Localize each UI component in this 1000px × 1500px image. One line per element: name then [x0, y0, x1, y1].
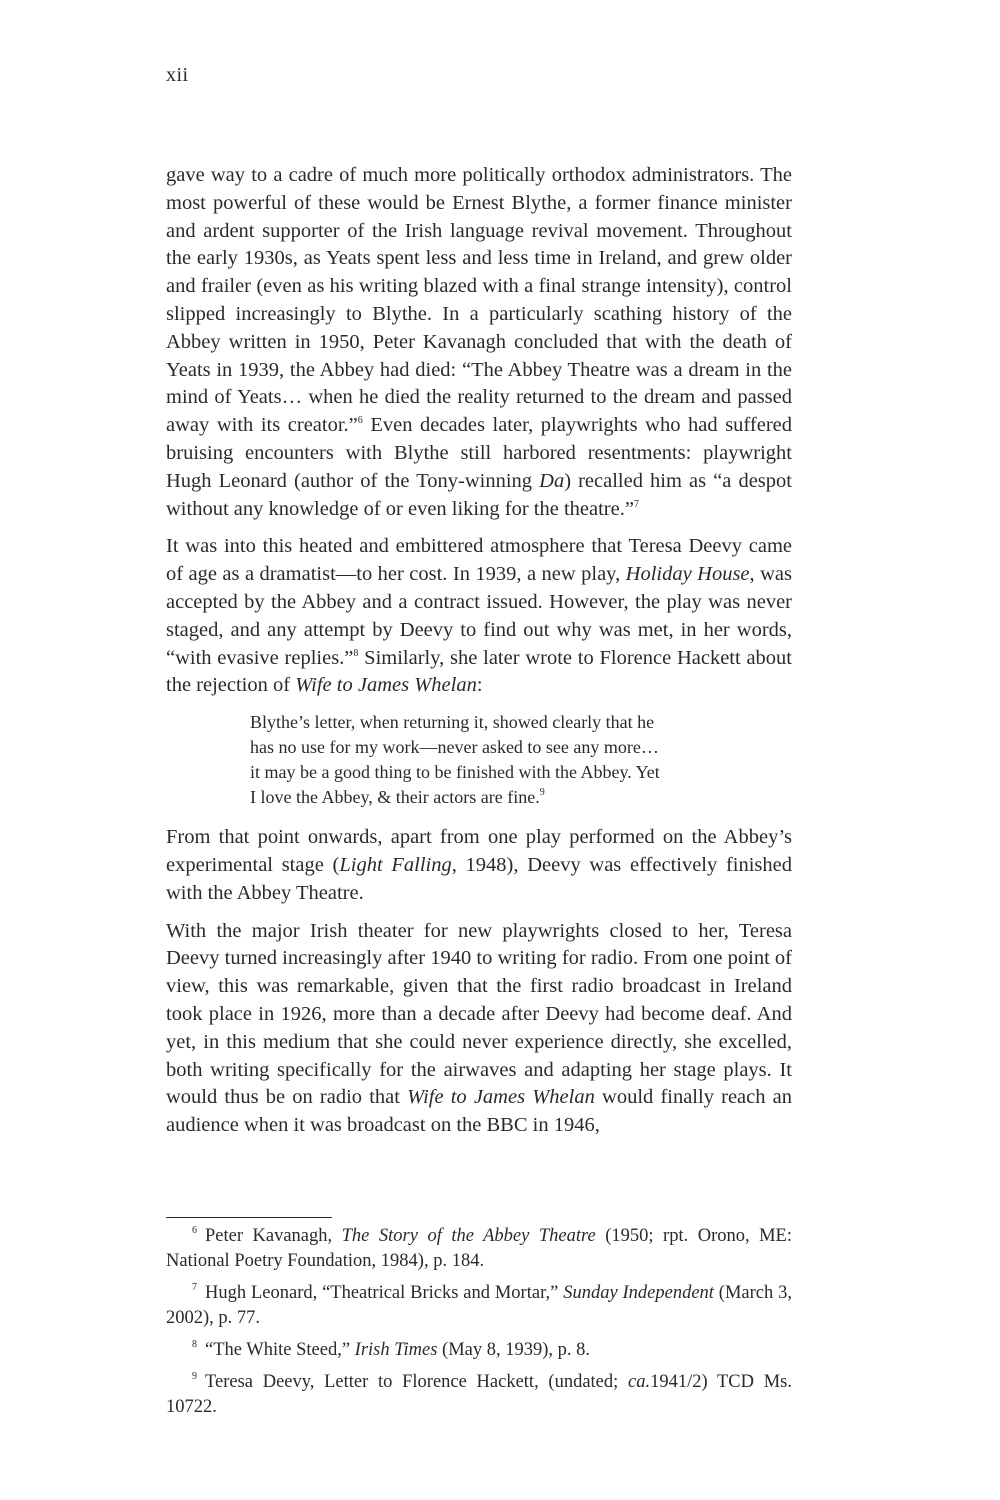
footnote	[166, 1370, 792, 1420]
text-run: Even decades later, playwrights who had suffered bruising encounters with Blythe still harbored resentments: playwright Hugh Leonard (author of the Tony-winning	[166, 414, 792, 492]
italic-title: Sunday Independent	[563, 1283, 714, 1303]
main-text	[166, 162, 792, 1140]
footnote	[166, 1224, 792, 1274]
italic-title: Holiday House	[625, 563, 750, 586]
text-run: Hugh Leonard, “Theatrical Bricks and Mortar,”	[205, 1283, 564, 1303]
footnote-ref: 9	[539, 787, 545, 799]
footnote-ref: 7	[192, 1282, 197, 1293]
text-run: Peter Kavanagh,	[205, 1226, 342, 1246]
text-run: It was into this heated and embittered atmosphere that Teresa Deevy came of age as a dramatist—to her cost. In 1939, a new play,	[166, 535, 792, 586]
quote-line: it may be a good thing to be finished with the Abbey. Yet	[250, 762, 660, 783]
text-run: :	[476, 674, 483, 697]
text-run: ) recalled him as “a despot without any knowledge of or even liking for the theatre.”	[166, 469, 792, 520]
italic-title: Wife to James Whelan	[295, 674, 477, 697]
text-run: (March 3, 2002), p. 77.	[166, 1283, 792, 1328]
quote-line-text: I love the Abbey, & their actors are fine.	[250, 787, 540, 808]
footnote-ref: 7	[633, 498, 639, 510]
footnote-divider	[166, 1217, 332, 1218]
text-run: “The White Steed,”	[205, 1340, 355, 1360]
footnotes	[166, 1224, 792, 1427]
text-run: gave way to a cadre of much more politically orthodox administrators. The most powerful of these would be Ernest Blythe, a former finance minister and ardent supporter of the Irish language revival movement. Throughout the early 1930s, as Yeats spent less and less time in Ireland, and grew older and frailer (even as his writing blazed with a final strange intensity), control slipped increasingly to Blythe. In a particularly scathing history of the Abbey written in 1950, Peter Kavanagh concluded that with the death of Yeats in 1939, the Abbey had died: “The Abbey Theatre was a dream in the mind of Yeats… when he died the reality returned to the dream and passed away with its creator.”	[166, 164, 792, 437]
footnote-ref: 6	[357, 415, 363, 427]
footnote-ref: 9	[192, 1371, 197, 1382]
paragraph	[166, 162, 792, 523]
text-run: From that point onwards, apart from one play performed on the Abbey’s experimental stage (	[166, 826, 792, 876]
text-run: would finally reach an audience when it was broadcast on the BBC in 1946,	[166, 1086, 793, 1137]
italic-title: Irish Times	[354, 1340, 438, 1360]
page-number: xii	[166, 64, 189, 86]
italic-title: Wife to James Whelan	[407, 1086, 595, 1109]
paragraph	[166, 918, 792, 1140]
block-quote	[250, 710, 720, 810]
footnote-ref: 8	[353, 647, 359, 659]
italic-title: ca.	[627, 1372, 651, 1392]
paragraph	[166, 533, 792, 700]
quote-line: Blythe’s letter, when returning it, showed clearly that he	[250, 712, 655, 733]
text-run: 1941/2) TCD Ms. 10722.	[166, 1372, 792, 1417]
text-run: (May 8, 1939), p. 8.	[437, 1340, 591, 1360]
italic-title: Da	[539, 469, 565, 492]
footnote-ref: 8	[192, 1339, 197, 1350]
text-run: (1950; rpt. Orono, ME: National Poetry Foundation, 1984), p. 184.	[166, 1226, 792, 1271]
footnote-ref: 6	[192, 1225, 197, 1236]
text-run: Similarly, she later wrote to Florence Hackett about the rejection of	[166, 646, 793, 697]
paragraph	[166, 824, 792, 907]
text-run: Teresa Deevy, Letter to Florence Hackett, (undated;	[205, 1372, 628, 1392]
footnote	[166, 1338, 792, 1363]
text-run: , 1948), Deevy was effectively finished with the Abbey Theatre.	[166, 853, 792, 904]
text-run: With the major Irish theater for new playwrights closed to her, Teresa Deevy turned increasingly after 1940 to writing for radio. From one point of view, this was remarkable, given that the first radio broadcast in Ireland took place in 1926, more than a decade after Deevy had become deaf. And yet, in this medium that she could never experience directly, she excelled, both writing specifically for the airwaves and adapting her stage plays. It would thus be on radio that	[166, 919, 792, 1109]
italic-title: The Story of the Abbey Theatre	[341, 1226, 596, 1246]
quote-line	[250, 785, 720, 810]
footnote	[166, 1281, 792, 1331]
italic-title: Light Falling	[339, 853, 452, 876]
text-run: , was accepted by the Abbey and a contract issued. However, the play was never staged, and any attempt by Deevy to find out why was met, in her words, “with evasive replies.”	[166, 563, 792, 669]
quote-line: has no use for my work—never asked to see any more…	[250, 737, 659, 758]
